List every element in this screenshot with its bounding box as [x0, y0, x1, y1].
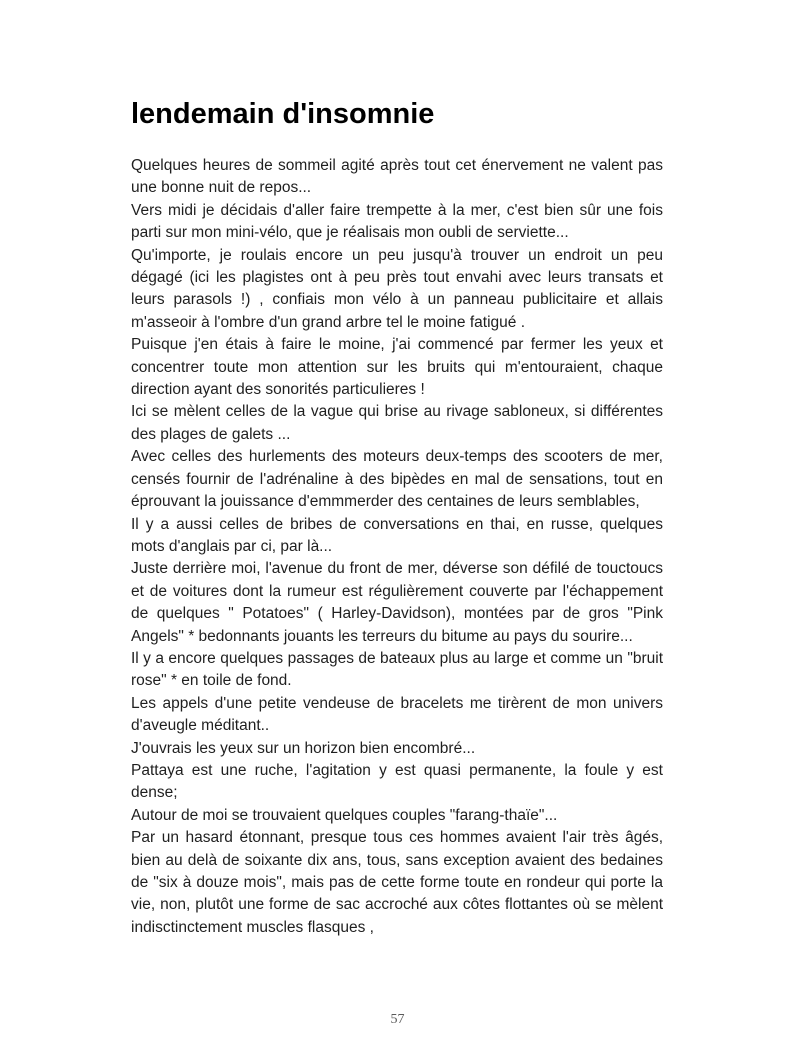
document-body [131, 155, 663, 939]
paragraph: Avec celles des hurlements des moteurs deux-temps des scooters de mer, censés fournir de l'adrénaline à des bipèdes en mal de sensations, tout en éprouvant la jouissance d'emmmerder des centaines de leurs semblables, [131, 448, 663, 511]
paragraph: Vers midi je décidais d'aller faire trempette à la mer, c'est bien sûr une fois parti sur mon mini-vélo, que je réalisais mon oubli de serviette... [131, 201, 663, 242]
paragraph: Quelques heures de sommeil agité après tout cet énervement ne valent pas une bonne nuit de repos... [131, 157, 663, 197]
paragraph: Qu'importe, je roulais encore un peu jusqu'à trouver un endroit un peu dégagé (ici les plagistes ont à peu près tout envahi avec leurs transats et leurs parasols !) , confiais mon vélo à un panneau publicitaire et allais m'asseoir à l'ombre d'un grand arbre tel le moine fatigué . [131, 246, 663, 331]
paragraph: Par un hasard étonnant, presque tous ces hommes avaient l'air très âgés, bien au delà de soixante dix ans, tous, sans exception avaient des bedaines de "six à douze mois", mais pas de cette forme toute en rondeur qui porte la vie, non, plutôt une forme de sac accroché aux côtes flottantes où se mèlent indisctinctement muscles flasques , [131, 829, 663, 936]
paragraph: Puisque j'en étais à faire le moine, j'ai commencé par fermer les yeux et concentrer toute mon attention sur les bruits qui m'entouraient, chaque direction ayant des sonorités particulieres ! [131, 336, 663, 399]
page-title: lendemain d'insomnie [131, 98, 435, 130]
paragraph: Les appels d'une petite vendeuse de bracelets me tirèrent de mon univers d'aveugle méditant.. [131, 694, 663, 735]
paragraph: J'ouvrais les yeux sur un horizon bien encombré... [131, 739, 476, 757]
paragraph: Pattaya est une ruche, l'agitation y est quasi permanente, la foule y est dense; [131, 761, 663, 802]
page-number: 57 [390, 1012, 405, 1027]
paragraph: Il y a aussi celles de bribes de conversations en thai, en russe, quelques mots d'anglais par ci, par là... [131, 515, 663, 555]
paragraph: Juste derrière moi, l'avenue du front de mer, déverse son défilé de touctoucs et de voitures dont la rumeur est régulièrement couverte par l'échappement de quelques " Potatoes" ( Harley-Davidson), montées par de gros "Pink Angels" * bedonnants jouants les terreurs du bitume au pays du sourire... [131, 560, 663, 645]
paragraph: Ici se mèlent celles de la vague qui brise au rivage sabloneux, si différentes des plages de galets ... [131, 403, 663, 443]
paragraph: Autour de moi se trouvaient quelques couples "farang-thaïe"... [131, 806, 558, 824]
paragraph: Il y a encore quelques passages de bateaux plus au large et comme un "bruit rose" * en toile de fond. [131, 649, 663, 690]
